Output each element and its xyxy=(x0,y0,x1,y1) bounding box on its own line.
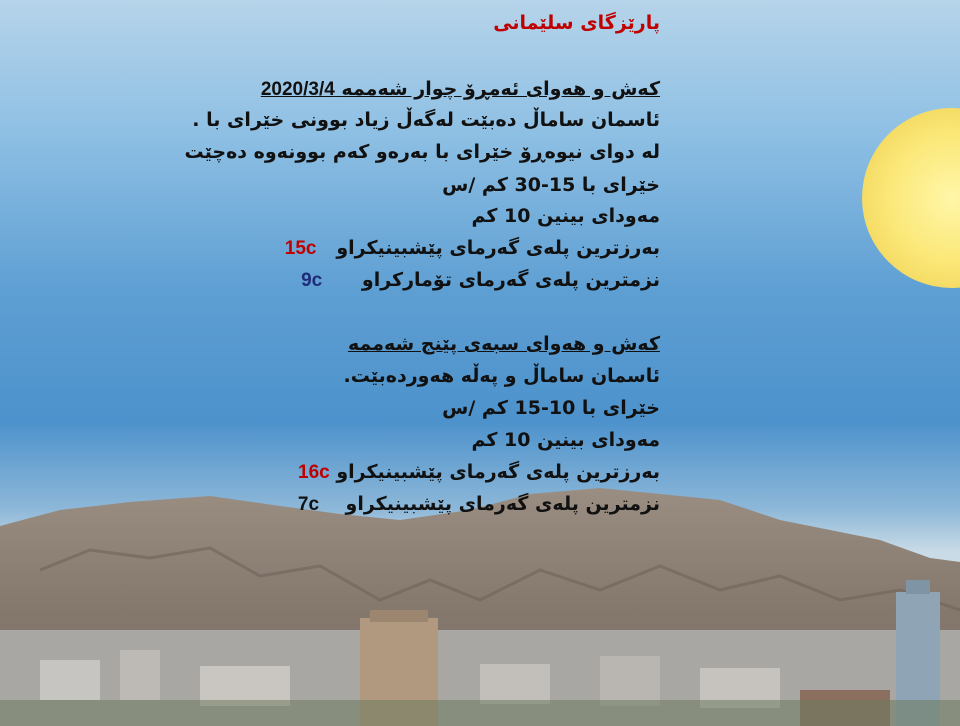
tomorrow-max-label: بەرزترین پلەی گەرمای پێشبینیکراو xyxy=(336,461,660,483)
today-min-row xyxy=(301,269,660,292)
tomorrow-max-row xyxy=(298,461,660,484)
tomorrow-sky: ئاسمان ساماڵ و پەڵە هەوردەبێت. xyxy=(343,365,660,387)
province-title: پارێزگای سلێمانی xyxy=(493,12,660,34)
tomorrow-visibility: مەودای بینین 10 کم xyxy=(471,429,660,451)
tomorrow-min-row xyxy=(298,493,660,516)
today-afternoon: لە دوای نیوەڕۆ خێرای با بەرەو کەم بوونەوە دەچێت xyxy=(184,141,660,163)
mountain-city-image xyxy=(0,480,960,726)
today-max-label: بەرزترین پلەی گەرمای پێشبینیکراو xyxy=(336,237,660,259)
today-min-value: 9c xyxy=(301,270,323,291)
today-date: 2020/3/4 xyxy=(260,79,335,100)
tomorrow-max-value: 16c xyxy=(298,462,330,483)
tomorrow-min-value: 7c xyxy=(297,494,320,515)
tomorrow-wind: خێرای با 10-15 کم /س xyxy=(442,397,660,419)
today-sky: ئاسمان ساماڵ دەبێت لەگەڵ زیاد بوونی خێرای با . xyxy=(192,109,660,131)
sun-image xyxy=(862,108,960,288)
tomorrow-heading: کەش و هەوای سبەی پێنج شەممە xyxy=(347,333,660,355)
today-visibility: مەودای بینین 10 کم xyxy=(471,205,660,227)
today-max-row xyxy=(285,237,660,260)
tomorrow-min-label: نزمترین پلەی گەرمای پێشبینیکراو xyxy=(345,493,660,515)
today-wind: خێرای با 15-30 کم /س xyxy=(442,174,660,196)
today-heading-row xyxy=(261,78,660,101)
today-min-label: نزمترین پلەی گەرمای تۆمارکراو xyxy=(361,269,660,291)
today-max-value: 15c xyxy=(284,238,317,259)
today-heading: کەش و هەوای ئەمڕۆ چوار شەممە xyxy=(341,78,660,100)
